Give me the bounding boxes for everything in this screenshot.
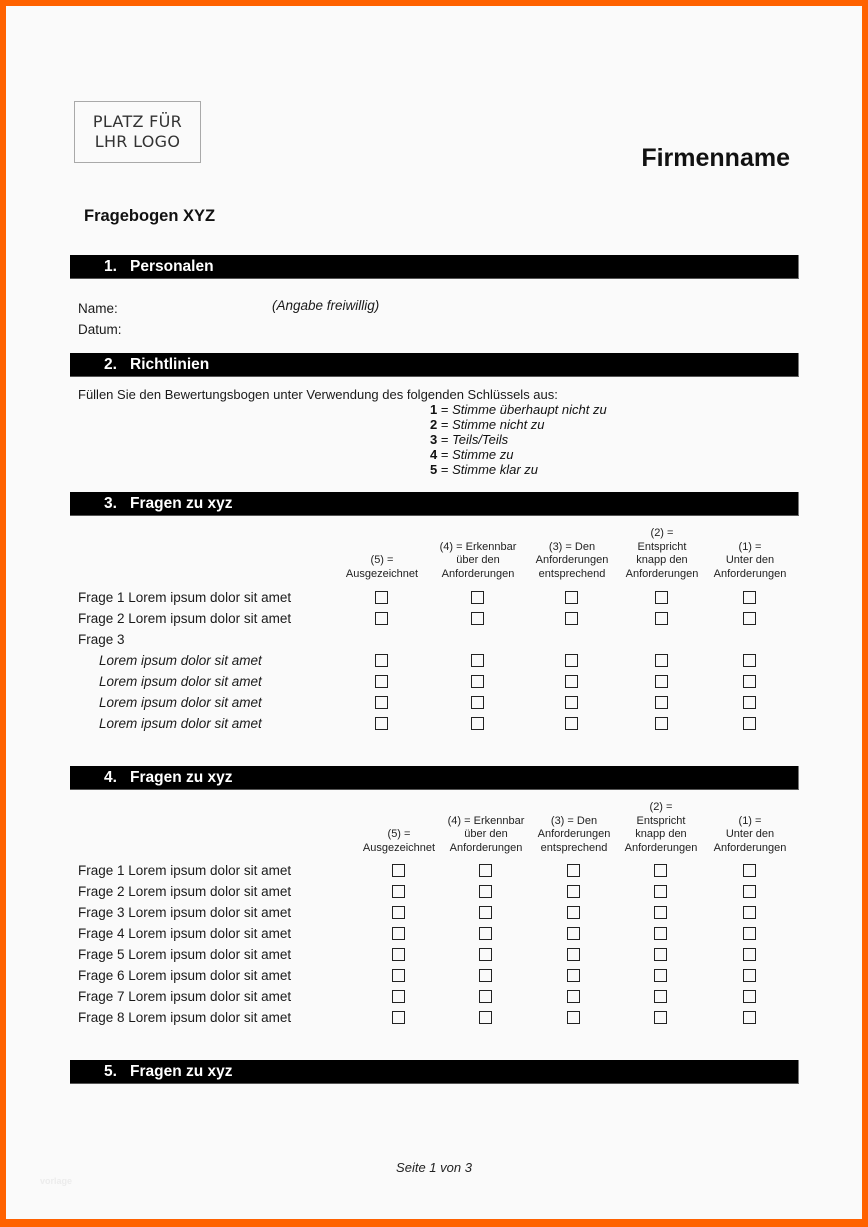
section4-q1-rating-4-checkbox[interactable] [479,864,492,877]
section4-q1-rating-2-checkbox[interactable] [654,864,667,877]
section4-q6-rating-2-checkbox[interactable] [654,969,667,982]
rating-column-header-1 [702,541,798,582]
section-header-fragen-4 [70,766,799,790]
column-header-line: über den [464,828,508,840]
section4-q4-rating-5-checkbox[interactable] [392,927,405,940]
document-title: Fragebogen XYZ [84,207,216,225]
column-header-line: Anforderungen [624,841,698,854]
section-header-fragen-3 [70,492,799,516]
section4-q3-rating-5-checkbox[interactable] [392,906,405,919]
logo-line-1: PLATZ FÜR [92,112,183,131]
key-text: Stimme zu [452,447,514,462]
section4-q8-rating-1-checkbox[interactable] [743,1011,756,1024]
sub-question-label: Lorem ipsum dolor sit amet [99,674,262,689]
question-label: Frage 3 Lorem ipsum dolor sit amet [78,905,292,920]
section4-q3-rating-4-checkbox[interactable] [479,906,492,919]
column-header-line: Anforderungen [441,567,515,580]
section4-q1-rating-1-checkbox[interactable] [743,864,756,877]
section3-q2-rating-3-checkbox[interactable] [565,612,578,625]
section3-q7-rating-2-checkbox[interactable] [655,717,668,730]
rating-column-header-2 [614,527,710,581]
section4-q2-rating-2-checkbox[interactable] [654,885,667,898]
section3-q4-rating-1-checkbox[interactable] [743,654,756,667]
rating-column-header-4 [430,541,526,582]
key-equals: = [437,432,453,447]
section3-q6-rating-2-checkbox[interactable] [655,696,668,709]
section4-q4-rating-2-checkbox[interactable] [654,927,667,940]
section-title: Fragen zu xyz [130,1063,233,1080]
section3-q2-rating-5-checkbox[interactable] [375,612,388,625]
section3-q2-rating-1-checkbox[interactable] [743,612,756,625]
section4-q6-rating-4-checkbox[interactable] [479,969,492,982]
section-header-personalen [70,255,799,279]
column-header-line: (2) = [649,801,673,813]
section3-q7-rating-4-checkbox[interactable] [471,717,484,730]
section4-q8-rating-2-checkbox[interactable] [654,1011,667,1024]
section3-q5-rating-4-checkbox[interactable] [471,675,484,688]
column-header-line: Ausgezeichnet [362,841,436,854]
key-text: Stimme klar zu [452,462,539,477]
section3-q6-rating-3-checkbox[interactable] [565,696,578,709]
column-header-line: (4) = Erkennbar [447,814,525,827]
question-label: Frage 2 Lorem ipsum dolor sit amet [78,884,292,899]
key-equals: = [437,402,453,417]
section4-q4-rating-3-checkbox[interactable] [567,927,580,940]
column-header-line: Unter den [725,554,775,566]
section3-q4-rating-3-checkbox[interactable] [565,654,578,667]
key-equals: = [437,447,453,462]
column-header-line: über den [456,554,500,566]
column-header-line: Anforderungen [537,828,611,840]
section4-q7-rating-5-checkbox[interactable] [392,990,405,1003]
column-header-line: Anforderungen [449,841,523,854]
section4-q2-rating-4-checkbox[interactable] [479,885,492,898]
rating-column-header-1 [702,815,798,856]
section3-q1-rating-1-checkbox[interactable] [743,591,756,604]
sub-question-label: Lorem ipsum dolor sit amet [99,653,262,668]
section3-q7-rating-5-checkbox[interactable] [375,717,388,730]
key-number: 3 [430,432,438,447]
section3-q1-rating-3-checkbox[interactable] [565,591,578,604]
key-number: 2 [430,417,438,432]
column-header-line: (3) = Den [548,540,596,553]
section4-q5-rating-4-checkbox[interactable] [479,948,492,961]
column-header-line: (5) = [387,828,411,840]
column-header-line: entsprechend [540,841,608,854]
section3-q6-rating-4-checkbox[interactable] [471,696,484,709]
rating-column-header-3 [526,815,622,856]
column-header-line: Anforderungen [535,554,609,566]
section-number: 4. [104,769,117,786]
guidelines-intro: Füllen Sie den Bewertungsbogen unter Verwendung des folgenden Schlüssels aus: [78,387,558,402]
optional-note: (Angabe freiwillig) [272,298,380,313]
section4-q8-rating-3-checkbox[interactable] [567,1011,580,1024]
section-number: 2. [104,356,117,373]
key-equals: = [437,417,453,432]
key-equals: = [437,462,453,477]
page-number: Seite 1 von 3 [396,1160,472,1175]
key-text: Stimme nicht zu [452,417,545,432]
section4-q2-rating-3-checkbox[interactable] [567,885,580,898]
rating-column-header-5 [351,828,447,855]
section3-q2-rating-4-checkbox[interactable] [471,612,484,625]
name-label: Name: [78,301,118,316]
sub-question-label: Lorem ipsum dolor sit amet [99,695,262,710]
column-header-line: Anforderungen [625,567,699,580]
document-page [6,6,862,1219]
section-header-fragen-5 [70,1060,799,1084]
section4-q7-rating-4-checkbox[interactable] [479,990,492,1003]
column-header-line: (4) = Erkennbar [439,540,517,553]
rating-key-item [430,417,545,432]
section3-q7-rating-3-checkbox[interactable] [565,717,578,730]
logo-line-2: LHR LOGO [94,132,181,151]
rating-column-header-5 [334,554,430,581]
date-label: Datum: [78,322,122,337]
column-header-line: knapp den [635,828,687,840]
question-label: Frage 2 Lorem ipsum dolor sit amet [78,611,292,626]
sub-question-label: Lorem ipsum dolor sit amet [99,716,262,731]
column-header-line: (1) = [738,540,762,553]
column-header-line: Anforderungen [713,567,787,580]
section3-q5-rating-1-checkbox[interactable] [743,675,756,688]
rating-key-item [430,447,513,462]
section4-q7-rating-3-checkbox[interactable] [567,990,580,1003]
section-number: 1. [104,258,117,275]
column-header-line: (2) = [650,527,674,539]
section4-q1-rating-3-checkbox[interactable] [567,864,580,877]
section3-q4-rating-5-checkbox[interactable] [375,654,388,667]
section4-q3-rating-2-checkbox[interactable] [654,906,667,919]
watermark: vorlage [40,1176,73,1186]
question-label: Frage 6 Lorem ipsum dolor sit amet [78,968,292,983]
question-label: Frage 5 Lorem ipsum dolor sit amet [78,947,292,962]
section-number: 3. [104,495,117,512]
section3-q5-rating-3-checkbox[interactable] [565,675,578,688]
section3-q4-rating-2-checkbox[interactable] [655,654,668,667]
section4-q1-rating-5-checkbox[interactable] [392,864,405,877]
section-number: 5. [104,1063,117,1080]
rating-column-header-2 [613,801,709,855]
section4-q7-rating-2-checkbox[interactable] [654,990,667,1003]
column-header-line: (5) = [370,554,394,566]
section4-q8-rating-4-checkbox[interactable] [479,1011,492,1024]
section3-q2-rating-2-checkbox[interactable] [655,612,668,625]
section4-q4-rating-4-checkbox[interactable] [479,927,492,940]
section4-q5-rating-5-checkbox[interactable] [392,948,405,961]
key-number: 5 [430,462,438,477]
section4-q4-rating-1-checkbox[interactable] [743,927,756,940]
section4-q3-rating-3-checkbox[interactable] [567,906,580,919]
section3-q6-rating-5-checkbox[interactable] [375,696,388,709]
column-header-line: (1) = [738,814,762,827]
section3-q4-rating-4-checkbox[interactable] [471,654,484,667]
section4-q6-rating-3-checkbox[interactable] [567,969,580,982]
key-number: 1 [430,402,438,417]
section3-q1-rating-4-checkbox[interactable] [471,591,484,604]
section-title: Fragen zu xyz [130,769,233,786]
key-number: 4 [430,447,438,462]
section3-q5-rating-5-checkbox[interactable] [375,675,388,688]
section4-q2-rating-5-checkbox[interactable] [392,885,405,898]
section4-q6-rating-5-checkbox[interactable] [392,969,405,982]
rating-key-item [430,402,607,417]
section3-q1-rating-2-checkbox[interactable] [655,591,668,604]
section4-q2-rating-1-checkbox[interactable] [743,885,756,898]
section4-q7-rating-1-checkbox[interactable] [743,990,756,1003]
rating-column-header-3 [524,541,620,582]
question-label: Frage 1 Lorem ipsum dolor sit amet [78,590,292,605]
section-title: Personalen [130,258,214,275]
rating-key-item [430,432,508,447]
question-label: Frage 1 Lorem ipsum dolor sit amet [78,863,292,878]
section3-q7-rating-1-checkbox[interactable] [743,717,756,730]
column-header-line: Entspricht [637,540,687,553]
section4-q5-rating-2-checkbox[interactable] [654,948,667,961]
question-label: Frage 7 Lorem ipsum dolor sit amet [78,989,292,1004]
key-text: Stimme überhaupt nicht zu [452,402,607,417]
logo-placeholder [74,101,201,163]
question-label: Frage 4 Lorem ipsum dolor sit amet [78,926,292,941]
column-header-line: Entspricht [636,814,686,827]
rating-key-item [430,462,538,477]
company-name: Firmenname [641,144,790,172]
column-header-line: Anforderungen [713,841,787,854]
question-label: Frage 8 Lorem ipsum dolor sit amet [78,1010,292,1025]
section4-q5-rating-1-checkbox[interactable] [743,948,756,961]
section4-q6-rating-1-checkbox[interactable] [743,969,756,982]
key-text: Teils/Teils [452,432,509,447]
section4-q8-rating-5-checkbox[interactable] [392,1011,405,1024]
section-header-richtlinien [70,353,799,377]
column-header-line: knapp den [636,554,688,566]
section4-q5-rating-3-checkbox[interactable] [567,948,580,961]
rating-column-header-4 [438,815,534,856]
column-header-line: Unter den [725,828,775,840]
column-header-line: Ausgezeichnet [345,567,419,580]
section-title: Fragen zu xyz [130,495,233,512]
section3-q1-rating-5-checkbox[interactable] [375,591,388,604]
section-title: Richtlinien [130,356,210,373]
section3-q5-rating-2-checkbox[interactable] [655,675,668,688]
section4-q3-rating-1-checkbox[interactable] [743,906,756,919]
column-header-line: entsprechend [538,567,606,580]
question-label: Frage 3 [78,632,125,647]
column-header-line: (3) = Den [550,814,598,827]
section3-q6-rating-1-checkbox[interactable] [743,696,756,709]
